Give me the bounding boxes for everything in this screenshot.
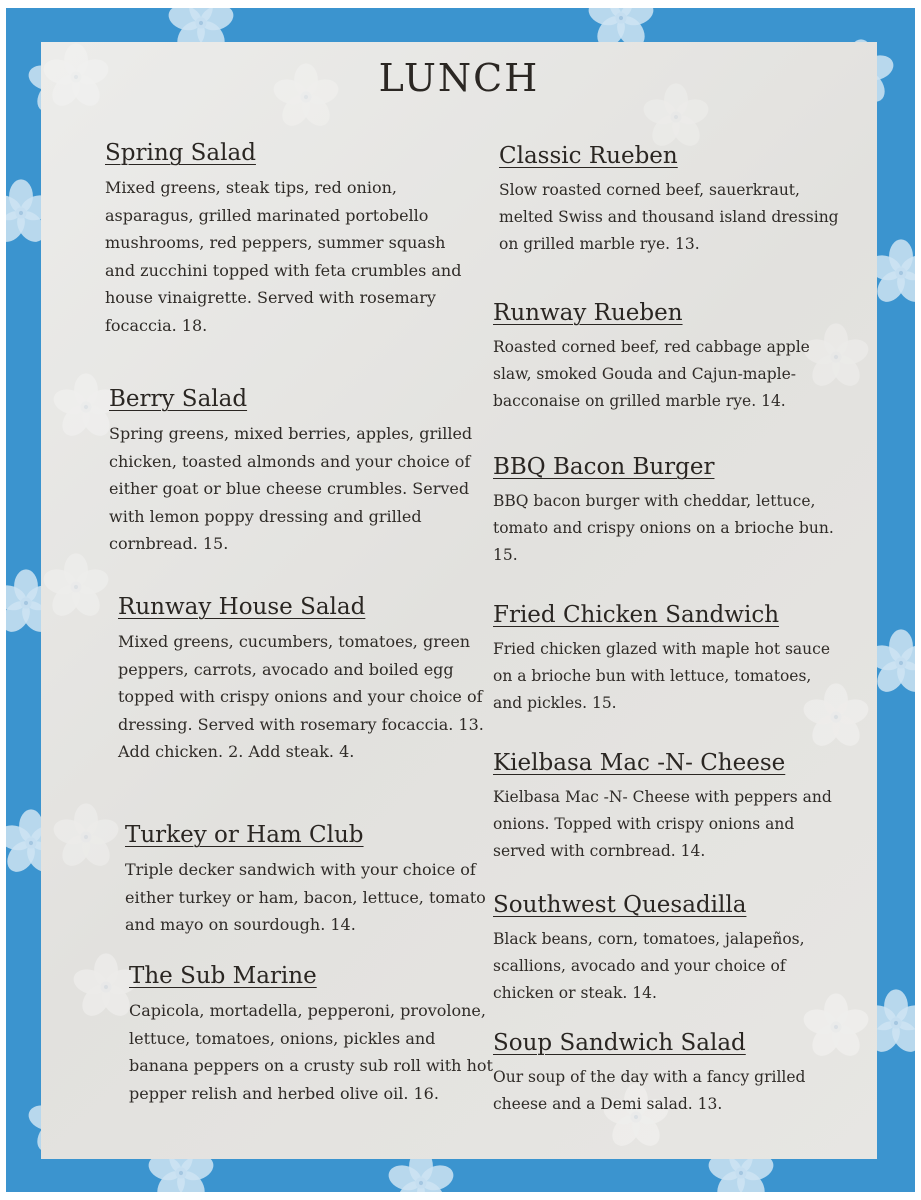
- menu-item: [125, 822, 495, 939]
- menu-item-name: Runway House Salad: [118, 594, 366, 620]
- menu-item-description: Fried chicken glazed with maple hot sauce on a brioche bun with lettuce, tomatoes, and pickles. 15.: [493, 640, 831, 712]
- menu-page: [41, 42, 877, 1159]
- menu-item: [118, 594, 488, 766]
- menu-item-description: Triple decker sandwich with your choice of either turkey or ham, bacon, lettuce, tomato and mayo on sourdough. 14.: [125, 860, 486, 934]
- menu-item-description: Mixed greens, steak tips, red onion, asparagus, grilled marinated portobello mushrooms, red peppers, summer squash and zucchini topped with feta crumbles and house vinaigrette. Served with rosemary focaccia. 18.: [105, 178, 462, 335]
- menu-item-name: Southwest Quesadilla: [493, 892, 747, 918]
- menu-item: [493, 1030, 833, 1118]
- menu-item-description: Mixed greens, cucumbers, tomatoes, green peppers, carrots, avocado and boiled egg topped with crispy onions and your choice of dressing. Served with rosemary focaccia. 13.: [118, 632, 484, 734]
- menu-item-name: Turkey or Ham Club: [125, 822, 364, 848]
- menu-item: [493, 892, 833, 1007]
- menu-item-name: Classic Rueben: [499, 143, 678, 169]
- menu-item: [493, 300, 845, 415]
- menu-item-name: Runway Rueben: [493, 300, 683, 326]
- blossom-icon: [41, 552, 111, 622]
- menu-item-name: Spring Salad: [105, 140, 256, 166]
- menu-item: [105, 140, 475, 339]
- menu-item-name: The Sub Marine: [129, 963, 317, 989]
- menu-item: [493, 750, 833, 865]
- menu-item-description: Slow roasted corned beef, sauerkraut, melted Swiss and thousand island dressing on grilled marble rye. 13.: [499, 181, 839, 253]
- menu-item: [129, 963, 499, 1107]
- menu-item-description: Capicola, mortadella, pepperoni, provolone, lettuce, tomatoes, onions, pickles and banana peppers on a crusty sub roll with hot pepper relish and herbed olive oil. 16.: [129, 1001, 493, 1103]
- menu-item: [493, 454, 845, 569]
- menu-item-description: BBQ bacon burger with cheddar, lettuce, tomato and crispy onions on a brioche bun. 15.: [493, 492, 834, 564]
- menu-item: [109, 386, 479, 558]
- menu-item-description: Kielbasa Mac -N- Cheese with peppers and onions. Topped with crispy onions and served with cornbread. 14.: [493, 788, 832, 860]
- menu-item-name: Fried Chicken Sandwich: [493, 602, 780, 628]
- page-title: LUNCH: [378, 56, 540, 100]
- menu-item-description: Black beans, corn, tomatoes, jalapeños, scallions, avocado and your choice of chicken or steak. 14.: [493, 930, 805, 1002]
- menu-item-name: BBQ Bacon Burger: [493, 454, 715, 480]
- menu-item: [499, 143, 845, 258]
- menu-item-name: Berry Salad: [109, 386, 248, 412]
- menu-item-description: Our soup of the day with a fancy grilled cheese and a Demi salad. 13.: [493, 1068, 806, 1113]
- menu-item-name: Soup Sandwich Salad: [493, 1030, 746, 1056]
- menu-item-name: Kielbasa Mac -N- Cheese: [493, 750, 786, 776]
- blossom-icon: [51, 802, 121, 872]
- menu-item-addons: Add chicken. 2. Add steak. 4.: [118, 742, 355, 761]
- menu-item-description: Roasted corned beef, red cabbage apple slaw, smoked Gouda and Cajun-maple-bacconaise on grilled marble rye. 14.: [493, 338, 810, 410]
- menu-item: [493, 602, 845, 717]
- menu-item-description: Spring greens, mixed berries, apples, grilled chicken, toasted almonds and your choice of either goat or blue cheese crumbles. Served with lemon poppy dressing and grilled cornbread. 15.: [109, 424, 473, 553]
